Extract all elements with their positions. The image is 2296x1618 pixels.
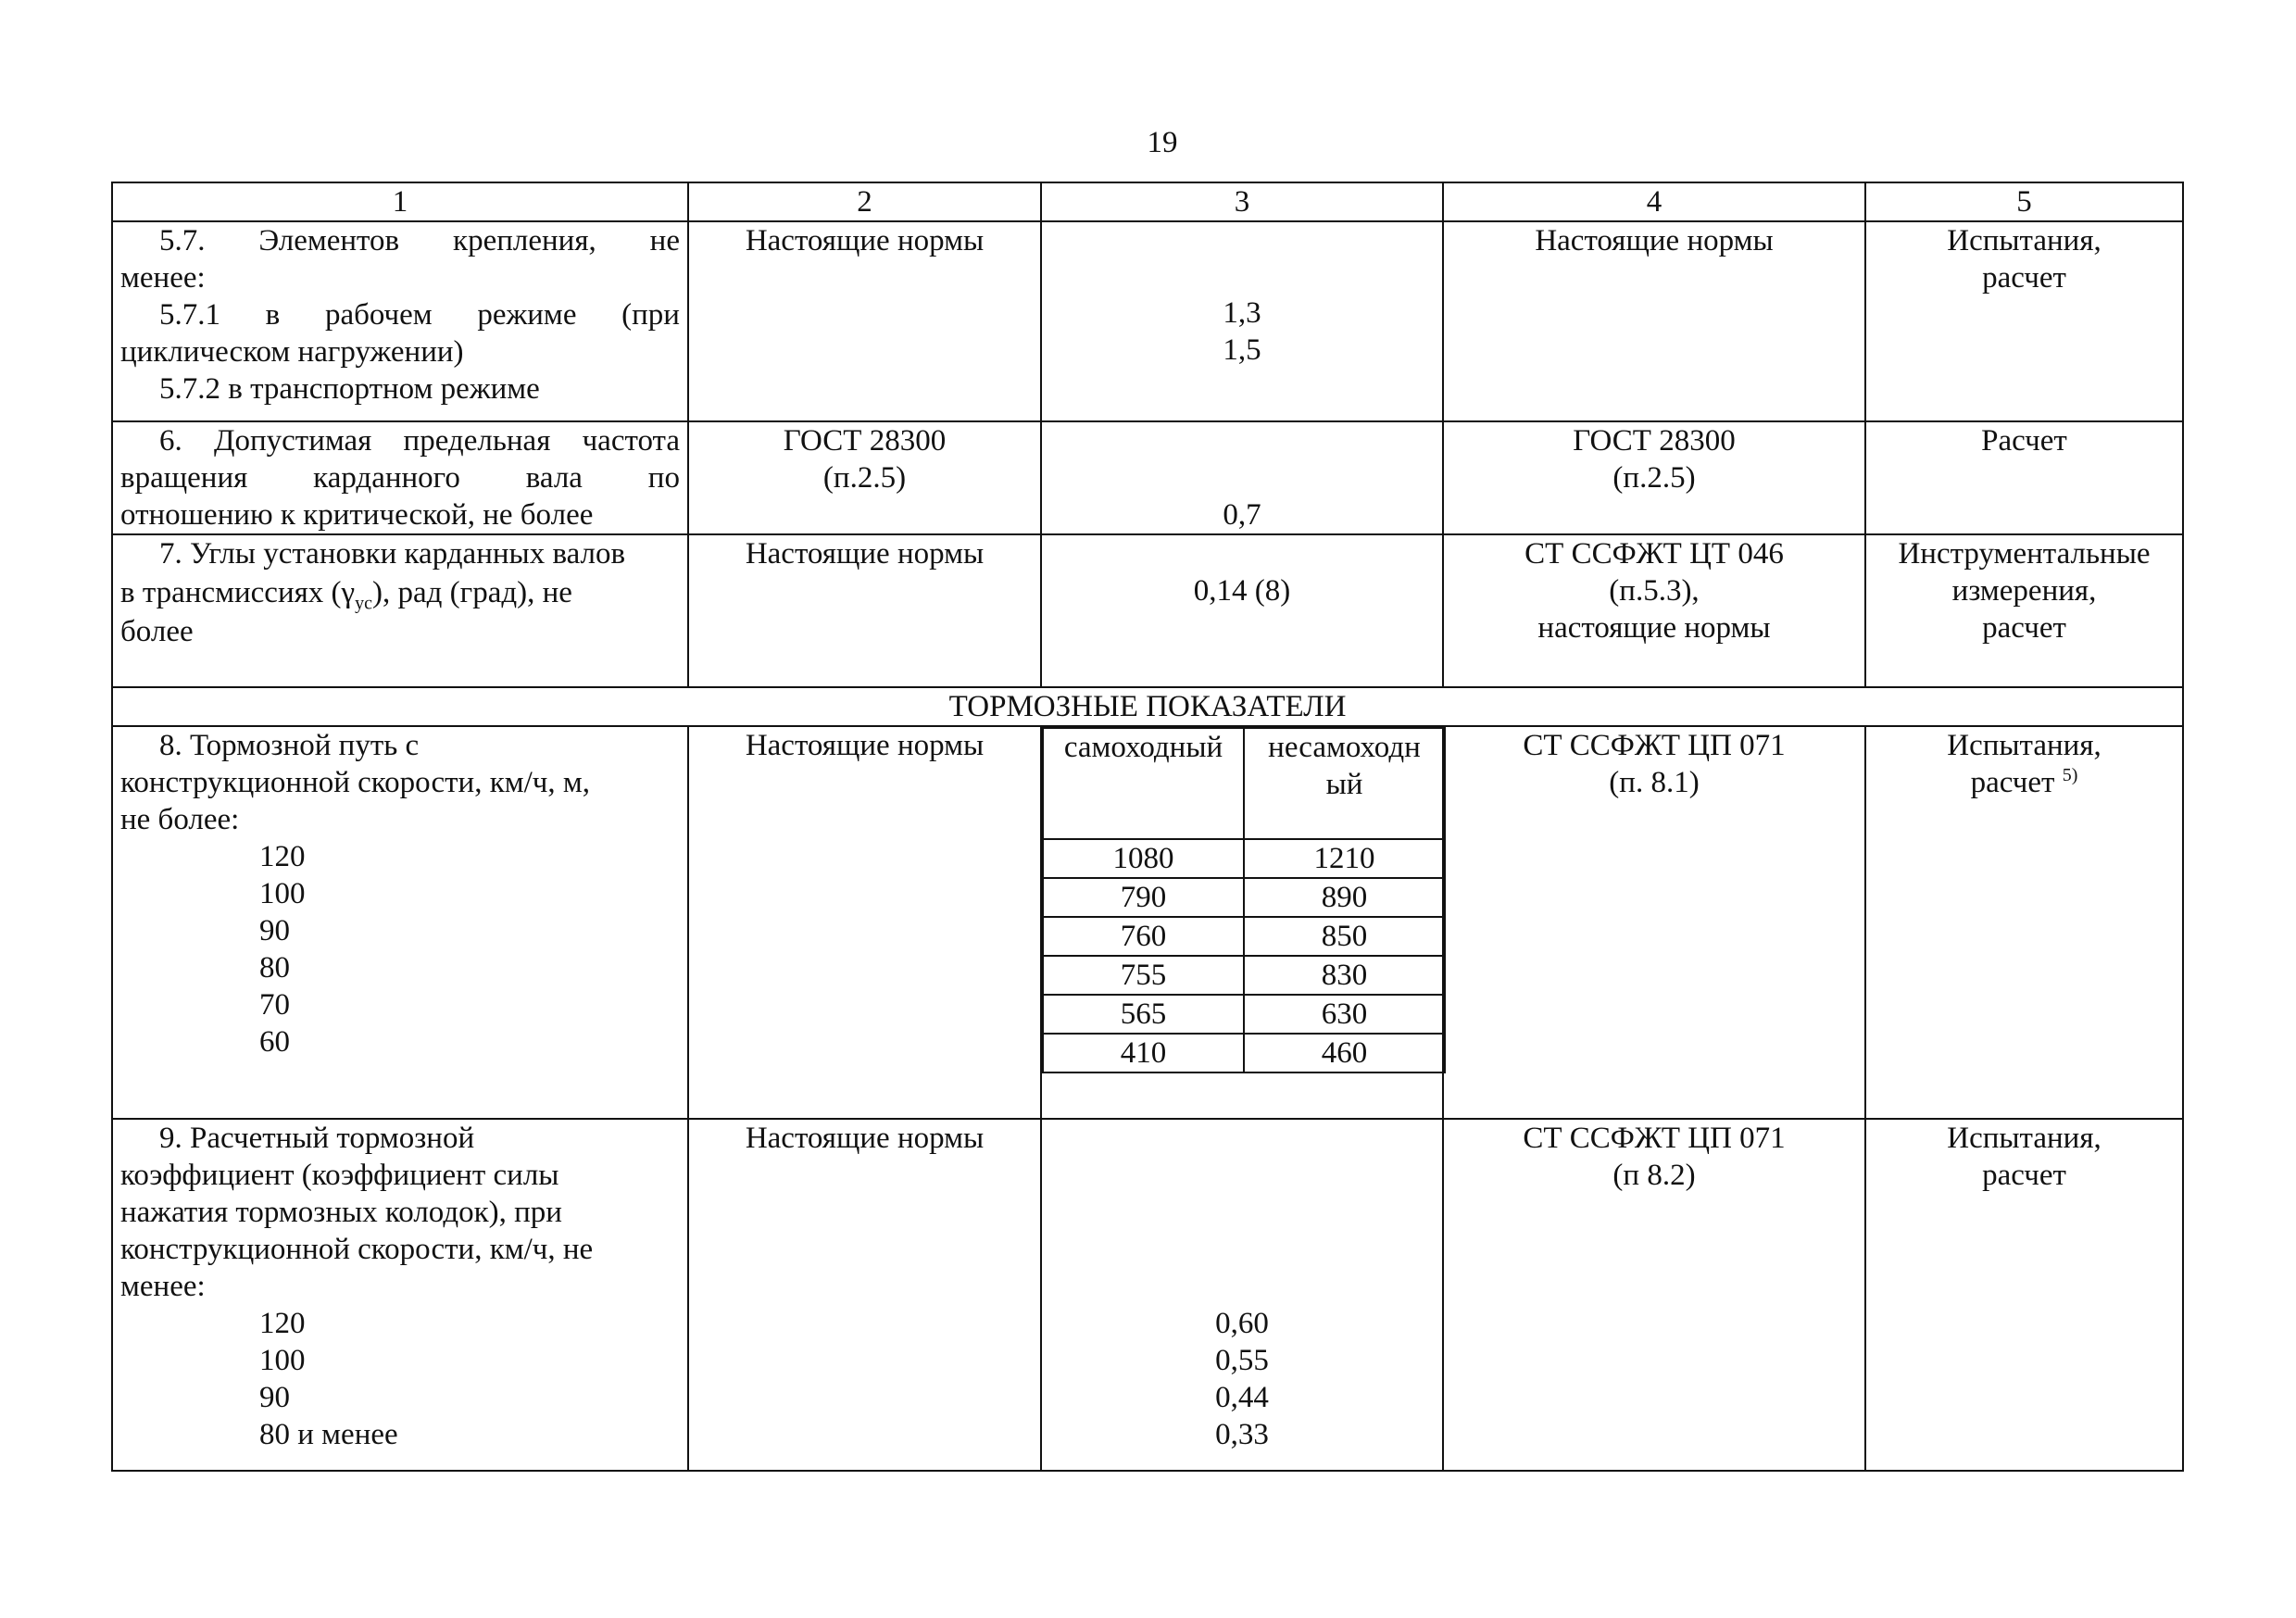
spacer — [1042, 422, 1442, 459]
section-title: ТОРМОЗНЫЕ ПОКАЗАТЕЛИ — [112, 687, 2183, 726]
spacer — [1042, 259, 1442, 295]
description-line — [120, 459, 680, 496]
value-text: 0,7 — [1223, 498, 1261, 532]
description-line: циклическом нагружении) — [120, 335, 464, 369]
value-cell — [1041, 1119, 1443, 1471]
value-cell — [1041, 726, 1443, 1119]
standard-cell — [1443, 1119, 1865, 1471]
description-line: коэффициент (коэффициент силы — [120, 1159, 559, 1192]
table-row — [112, 421, 2183, 534]
table-header-row — [112, 182, 2183, 221]
value-text: 0,44 — [1215, 1381, 1269, 1414]
text: несамоходн — [1268, 731, 1421, 764]
nonself-value: 890 — [1244, 878, 1445, 917]
self-value: 755 — [1043, 956, 1244, 995]
value-text: 0,14 (8) — [1193, 574, 1291, 608]
self-value: 1080 — [1043, 839, 1244, 878]
subheader-self-propelled: самоходный — [1043, 728, 1244, 839]
row-description — [112, 726, 688, 1119]
self-value: 790 — [1043, 878, 1244, 917]
description-line: более — [120, 615, 194, 648]
column-header: 3 — [1041, 182, 1443, 221]
description-line: не более: — [120, 803, 240, 836]
standard-text: (п.2.5) — [1612, 461, 1696, 495]
text: крепления, — [453, 224, 596, 257]
description-line — [120, 296, 680, 333]
description-line — [120, 572, 680, 613]
description-line: 9. Расчетный тормозной — [159, 1122, 475, 1155]
value-text: 0,33 — [1215, 1418, 1269, 1451]
self-value: 410 — [1043, 1034, 1244, 1072]
text: вала — [525, 461, 583, 495]
text: (при — [621, 298, 680, 332]
subtable-header-row — [1043, 728, 1445, 839]
standard-cell — [1443, 221, 1865, 421]
speed-value: 100 — [259, 877, 306, 910]
method-cell — [1865, 1119, 2183, 1471]
spacer — [1042, 1120, 1442, 1305]
method-text: Расчет — [1981, 424, 2067, 458]
self-value: 565 — [1043, 995, 1244, 1034]
speed-value: 120 — [259, 840, 306, 873]
text: 5.7.1 — [159, 298, 220, 332]
subtable-row — [1043, 839, 1445, 878]
nonself-value: 850 — [1244, 917, 1445, 956]
method-cell — [1865, 221, 2183, 421]
method-text: расчет — [1982, 1159, 2066, 1192]
speed-value: 90 — [259, 1381, 290, 1414]
row-description — [112, 421, 688, 534]
reference-cell — [688, 726, 1041, 1119]
text: Элементов — [258, 224, 400, 257]
description-line: 5.7.2 в транспортном режиме — [159, 372, 540, 406]
speed-value: 80 и менее — [259, 1418, 398, 1451]
value-text: 0,60 — [1215, 1307, 1269, 1340]
description-line: отношению к критической, не более — [120, 498, 594, 532]
spec-table — [111, 182, 2184, 1472]
text: ый — [1325, 768, 1363, 801]
table-row — [112, 1119, 2183, 1471]
column-header: 5 — [1865, 182, 2183, 221]
text: в — [265, 298, 281, 332]
description-line: менее: — [120, 1270, 206, 1303]
standard-text: (п.5.3), — [1609, 574, 1700, 608]
value-cell — [1041, 534, 1443, 687]
method-text: Испытания, — [1947, 1122, 2102, 1155]
value-cell — [1041, 221, 1443, 421]
subtable-row — [1043, 1034, 1445, 1072]
description-line: конструкционной скорости, км/ч, м, — [120, 766, 591, 799]
reference-cell — [688, 1119, 1041, 1471]
row-description — [112, 534, 688, 687]
table-row — [112, 726, 2183, 1119]
subtable-row — [1043, 878, 1445, 917]
method-text: расчет — [1982, 611, 2066, 645]
subtable-row — [1043, 917, 1445, 956]
method-text: Испытания, — [1947, 729, 2102, 762]
speed-value: 100 — [259, 1344, 306, 1377]
value-cell — [1041, 421, 1443, 534]
method-text: Испытания, — [1947, 224, 2102, 257]
section-header-row — [112, 687, 2183, 726]
self-value: 760 — [1043, 917, 1244, 956]
description-line: менее: — [120, 261, 206, 295]
text: расчет — [1970, 766, 2055, 799]
standard-text: Настоящие нормы — [1535, 224, 1774, 257]
subscript: ус — [355, 593, 372, 614]
reference-text: Настоящие нормы — [745, 224, 985, 257]
reference-cell — [688, 534, 1041, 687]
subtable-row — [1043, 956, 1445, 995]
reference-cell — [688, 221, 1041, 421]
standard-cell — [1443, 534, 1865, 687]
text: рабочем — [324, 298, 433, 332]
standard-text: СТ ССФЖТ ЦТ 046 — [1524, 537, 1784, 571]
spacer — [1042, 535, 1442, 572]
standard-cell — [1443, 421, 1865, 534]
reference-text: Настоящие нормы — [745, 729, 985, 762]
description-line: 7. Углы установки карданных валов — [159, 537, 626, 571]
nonself-value: 630 — [1244, 995, 1445, 1034]
subtable-row — [1043, 995, 1445, 1034]
column-header: 4 — [1443, 182, 1865, 221]
speed-value: 120 — [259, 1307, 306, 1340]
standard-text: ГОСТ 28300 — [1573, 424, 1736, 458]
standard-cell — [1443, 726, 1865, 1119]
speed-value: 80 — [259, 951, 290, 985]
description-line: нажатия тормозных колодок), при — [120, 1196, 562, 1229]
footnote-marker: 5) — [2062, 765, 2078, 785]
reference-text: Настоящие нормы — [745, 537, 985, 571]
text: вращения — [120, 461, 248, 495]
description-line — [120, 222, 680, 259]
row-description — [112, 1119, 688, 1471]
reference-cell — [688, 421, 1041, 534]
speed-value: 70 — [259, 988, 290, 1022]
method-cell — [1865, 534, 2183, 687]
method-text: расчет — [1982, 261, 2066, 295]
standard-text: СТ ССФЖТ ЦП 071 — [1523, 729, 1786, 762]
text: режиме — [477, 298, 577, 332]
reference-text: Настоящие нормы — [745, 1122, 985, 1155]
nonself-value: 830 — [1244, 956, 1445, 995]
text: в трансмиссиях (γ — [120, 576, 356, 609]
standard-text: СТ ССФЖТ ЦП 071 — [1523, 1122, 1786, 1155]
method-text: измерения, — [1951, 574, 2097, 608]
reference-text: (п.2.5) — [822, 461, 907, 495]
nonself-value: 460 — [1244, 1034, 1445, 1072]
value-text: 0,55 — [1215, 1344, 1269, 1377]
method-cell — [1865, 421, 2183, 534]
column-header: 1 — [112, 182, 688, 221]
text: карданного — [313, 461, 460, 495]
text: 5.7. — [159, 224, 206, 257]
text: не — [649, 224, 680, 257]
table-row — [112, 534, 2183, 687]
braking-distance-subtable — [1042, 727, 1446, 1073]
nonself-value: 1210 — [1244, 839, 1445, 878]
page-number: 19 — [1147, 126, 1178, 159]
description-line: 8. Тормозной путь с — [159, 729, 420, 762]
subheader-non-self-propelled — [1244, 728, 1445, 839]
standard-text: (п. 8.1) — [1609, 766, 1700, 799]
method-text: Инструментальные — [1898, 537, 2151, 571]
speed-value: 90 — [259, 914, 290, 947]
spacer — [1042, 459, 1442, 496]
value-text: 1,5 — [1223, 333, 1261, 367]
column-header: 2 — [688, 182, 1041, 221]
reference-text: ГОСТ 28300 — [783, 424, 947, 458]
row-description — [112, 221, 688, 421]
description-line: 6. Допустимая предельная частота — [159, 424, 680, 458]
spacer — [1042, 222, 1442, 259]
description-line: конструкционной скорости, км/ч, не — [120, 1233, 594, 1266]
text: ), рад (град), не — [372, 576, 572, 609]
method-cell — [1865, 726, 2183, 1119]
standard-text: (п 8.2) — [1612, 1159, 1696, 1192]
speed-value: 60 — [259, 1025, 290, 1059]
text: по — [647, 461, 680, 495]
method-text — [1866, 764, 2182, 801]
table-row — [112, 221, 2183, 421]
value-text: 1,3 — [1223, 296, 1261, 330]
standard-text: настоящие нормы — [1537, 611, 1771, 645]
